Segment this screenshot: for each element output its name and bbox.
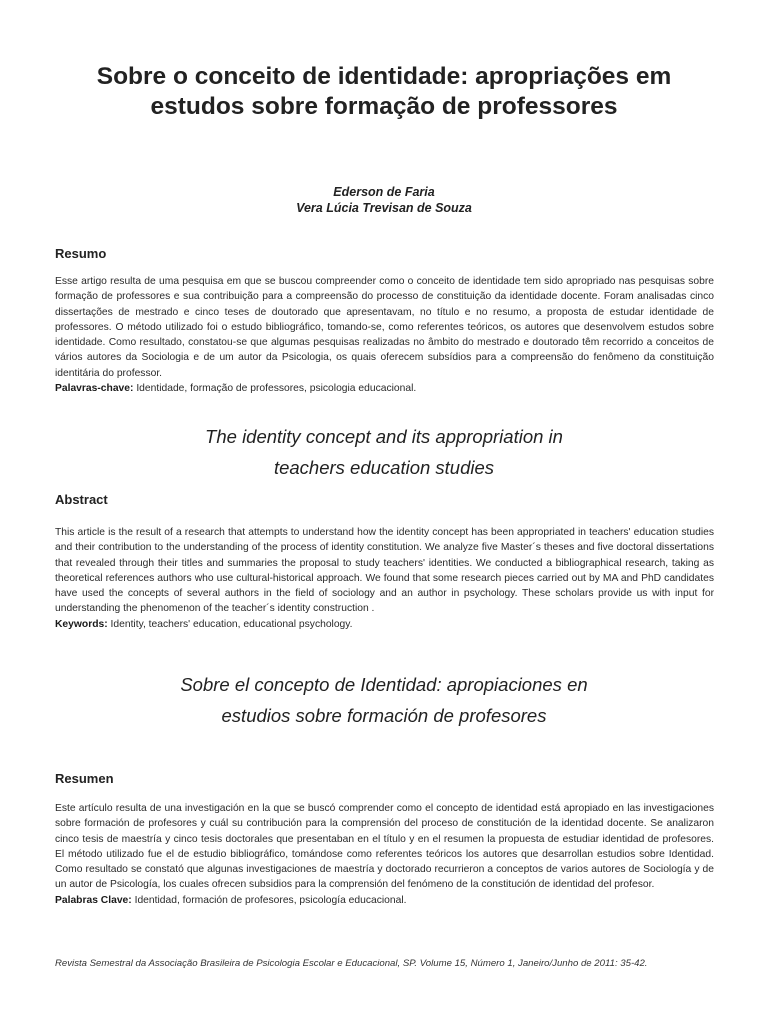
resumo-keywords-label: Palavras-chave: [55,383,134,395]
spanish-title-line-2: estudios sobre formación de profesores [221,705,547,726]
abstract-section [55,525,714,632]
resumen-keywords-label: Palabras Clave: [55,894,132,906]
abstract-text: This article is the result of a research that attempts to understand how the identity concept has been appropriated in teachers' education studies and their contribution to the understanding of the process of identity constitution. We analyze five Master´s theses and five doctoral dissertations that revealed through their titles and summaries the proposal to study teachers' identities. We conducted a bibliographical research, taking as theoretical references authors who use cultural-historical approach. We found that some research pieces carried out by MA and PhD candidates have used the concepts of several authors in the field of sociology and an author in psychology. These scholars provide us with input for understanding the phenomenon of the teacher´s identity construction . [55,527,714,615]
spanish-title-line-1: Sobre el concepto de Identidad: apropiaciones en [180,674,588,695]
journal-footer: Revista Semestral da Associação Brasileira de Psicologia Escolar e Educacional, SP. Volume 15, Número 1, Janeiro/Junho de 2011: 35-42. [55,958,648,969]
abstract-heading: Abstract [55,492,108,507]
resumen-keywords-text: Identidad, formación de profesores, psicología educacional. [134,894,407,906]
resumen-heading: Resumen [55,771,114,786]
resumen-text: Este artículo resulta de una investigación en la que se buscó comprender como el concepto de identidad está apropiado en las investigaciones sobre formación de profesores y cuál su contribución para la comprensión del proceso de constitución de la identidad docente. Se analizaron cinco tesis de maestría y cinco tesis doctorales que presentaban en el título y en el resumen la propuesta de estudiar identidad de profesores. El método utilizado fue el de estudio bibliográfico, tomándose como referentes teóricos los autores que desarrollan estudios sobre Identidad. Como resultado se constató que algunas investigaciones de maestría y doctorado recurrieron a conceptos de varios autores de Sociología y de un autor de Psicología, los cuales ofrecen subsidios para la comprensión del fenómeno de la constitución de identidad del profesor. [55,803,714,891]
resumo-heading: Resumo [55,246,107,261]
author-list [0,184,768,216]
resumo-section [55,274,714,396]
resumen-keywords [55,893,714,908]
spanish-title [0,669,768,731]
author-name: Vera Lúcia Trevisan de Souza [296,201,472,215]
author-name: Ederson de Faria [333,185,435,199]
english-title-line-2: teachers education studies [273,457,495,478]
english-title [0,421,768,483]
english-title-line-1: The identity concept and its appropriation in [205,426,563,447]
article-title-line-1: Sobre o conceito de identidade: apropriações em [96,63,672,90]
article-title [60,62,708,122]
resumo-text: Esse artigo resulta de uma pesquisa em que se buscou compreender como o conceito de identidade tem sido apropriado nas pesquisas sobre formação de professores e sua contribuição para a compreensão do processo de constituição da identidade docente. Foram analisadas cinco dissertações de mestrado e cinco teses de doutorado que apresentavam, no título e no resumo, a proposta de estudar identidade de professores. O método utilizado foi o estudo bibliográfico, tomando-se, como referentes teóricos, os autores que desenvolvem estudos sobre identidade. Como resultado, constatou-se que algumas pesquisas realizadas no âmbito do mestrado e doutorado têm recorrido a conceitos de vários autores da Sociologia e de um autor da Psicologia, os quais oferecem subsídios para a compreensão do fenômeno da constituição identitária do professor. [55,276,714,379]
abstract-keywords-label: Keywords: [55,618,108,630]
article-title-line-2: estudos sobre formação de professores [150,93,618,120]
abstract-keywords [55,617,714,632]
resumen-section [55,801,714,908]
resumo-keywords-text: Identidade, formação de professores, psicologia educacional. [136,383,417,395]
abstract-keywords-text: Identity, teachers' education, educational psychology. [110,618,353,630]
resumo-keywords [55,381,714,396]
